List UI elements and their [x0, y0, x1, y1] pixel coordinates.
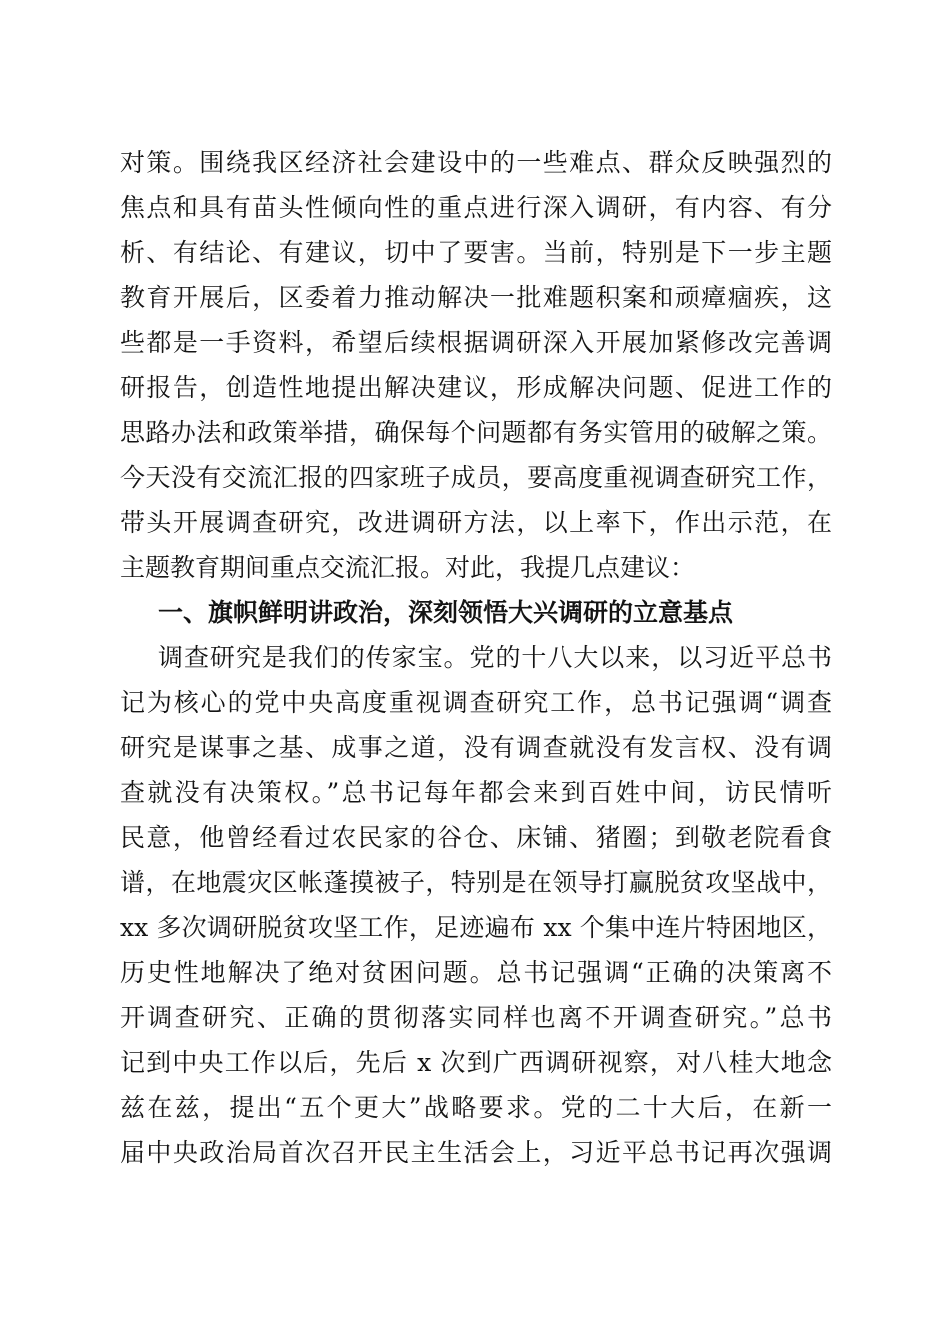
text-line: 查就没有决策权。”总书记每年都会来到百姓中间，访民情听	[120, 778, 832, 807]
text-line: 带头开展调查研究，改进调研方法，以上率下，作出示范，在	[120, 508, 832, 537]
document-body	[120, 140, 832, 1175]
text-line: 调查研究是我们的传家宝。党的十八大以来，以习近平总书	[158, 643, 832, 672]
text-line: 届中央政治局首次召开民主生活会上，习近平总书记再次强调	[120, 1138, 832, 1167]
text-line: 对策。围绕我区经济社会建设中的一些难点、群众反映强烈的	[120, 148, 832, 177]
text-line: 研报告，创造性地提出解决建议，形成解决问题、促进工作的	[120, 373, 832, 402]
text-line: 焦点和具有苗头性倾向性的重点进行深入调研，有内容、有分	[120, 193, 832, 222]
text-line: 记到中央工作以后，先后 x 次到广西调研视察，对八桂大地念	[120, 1048, 832, 1077]
text-line: 兹在兹，提出“五个更大”战略要求。党的二十大后，在新一	[120, 1093, 832, 1122]
text-line: 研究是谋事之基、成事之道，没有调查就没有发言权、没有调	[120, 733, 832, 762]
text-line: 思路办法和政策举措，确保每个问题都有务实管用的破解之策。	[120, 418, 832, 447]
text-line: 教育开展后，区委着力推动解决一批难题积案和顽瘴痼疾，这	[120, 283, 832, 312]
text-line: 历史性地解决了绝对贫困问题。总书记强调“正确的决策离不	[120, 958, 832, 987]
text-line: 析、有结论、有建议，切中了要害。当前，特别是下一步主题	[120, 238, 832, 267]
text-line: 民意，他曾经看过农民家的谷仓、床铺、猪圈；到敬老院看食	[120, 823, 832, 852]
text-line: 些都是一手资料，希望后续根据调研深入开展加紧修改完善调	[120, 328, 832, 357]
text-line: 记为核心的党中央高度重视调查研究工作，总书记强调“调查	[120, 688, 832, 717]
text-line: xx 多次调研脱贫攻坚工作，足迹遍布 xx 个集中连片特困地区，	[120, 913, 832, 942]
section-heading: 一、旗帜鲜明讲政治，深刻领悟大兴调研的立意基点	[158, 598, 734, 627]
text-line: 今天没有交流汇报的四家班子成员，要高度重视调查研究工作，	[120, 463, 832, 492]
text-line: 谱，在地震灾区帐蓬摸被子，特别是在领导打赢脱贫攻坚战中，	[120, 868, 832, 897]
text-line: 主题教育期间重点交流汇报。对此，我提几点建议：	[120, 553, 696, 582]
text-line: 开调查研究、正确的贯彻落实同样也离不开调查研究。”总书	[120, 1003, 832, 1032]
